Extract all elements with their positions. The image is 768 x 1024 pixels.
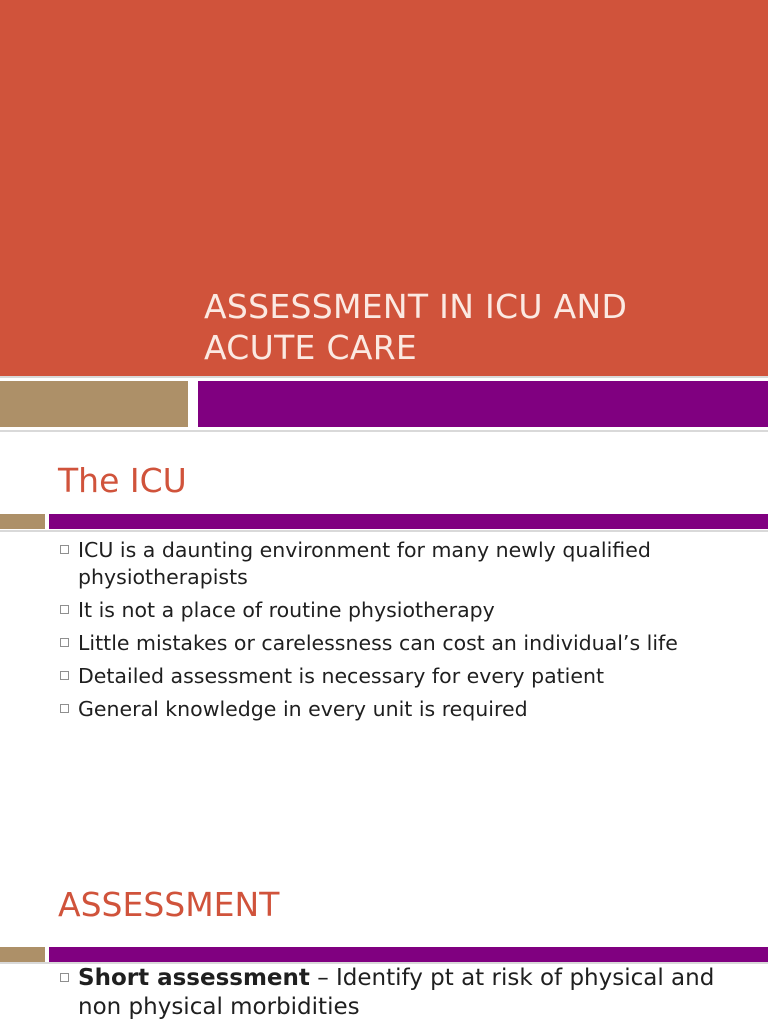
bullet-text: ICU is a daunting environment for many newly qualified physiotherapists [78, 538, 651, 589]
hollow-square-bullet-icon [60, 605, 69, 614]
hollow-square-bullet-icon [60, 973, 69, 982]
list-item [58, 696, 748, 723]
list-item [58, 630, 748, 657]
bullet-text: Detailed assessment is necessary for every patient [78, 664, 605, 688]
divider-line [0, 530, 768, 532]
divider-line [0, 376, 768, 378]
slide-title [204, 286, 744, 368]
accent-tan-block [0, 381, 188, 427]
slide-heading: ASSESSMENT [58, 885, 280, 924]
hollow-square-bullet-icon [60, 671, 69, 680]
list-item [58, 537, 748, 591]
slide-title-line-2: ACUTE CARE [204, 328, 418, 367]
icu-slide [0, 432, 768, 864]
bullet-text: It is not a place of routine physiotherapy [78, 598, 495, 622]
accent-tan-bar [0, 947, 45, 962]
list-item [58, 597, 748, 624]
bullet-text: General knowledge in every unit is required [78, 697, 528, 721]
accent-purple-bar [49, 947, 768, 962]
bullet-text: – Identify pt at risk of physical and non physical morbidities [78, 965, 715, 1020]
accent-purple-block [198, 381, 768, 427]
list-item [58, 964, 748, 1022]
hollow-square-bullet-icon [60, 704, 69, 713]
bullet-term: Short assessment [78, 965, 310, 991]
hollow-square-bullet-icon [60, 638, 69, 647]
accent-purple-bar [49, 514, 768, 529]
slide-heading: The ICU [58, 461, 187, 500]
title-slide [0, 0, 768, 432]
bullet-text: Little mistakes or carelessness can cost an individual’s life [78, 631, 678, 655]
bullet-list [58, 537, 748, 729]
slide-title-line-1: ASSESSMENT IN ICU AND [204, 287, 628, 326]
list-item [58, 663, 748, 690]
bullet-list [58, 964, 748, 1024]
accent-tan-bar [0, 514, 45, 529]
hollow-square-bullet-icon [60, 545, 69, 554]
assessment-slide [0, 864, 768, 1024]
